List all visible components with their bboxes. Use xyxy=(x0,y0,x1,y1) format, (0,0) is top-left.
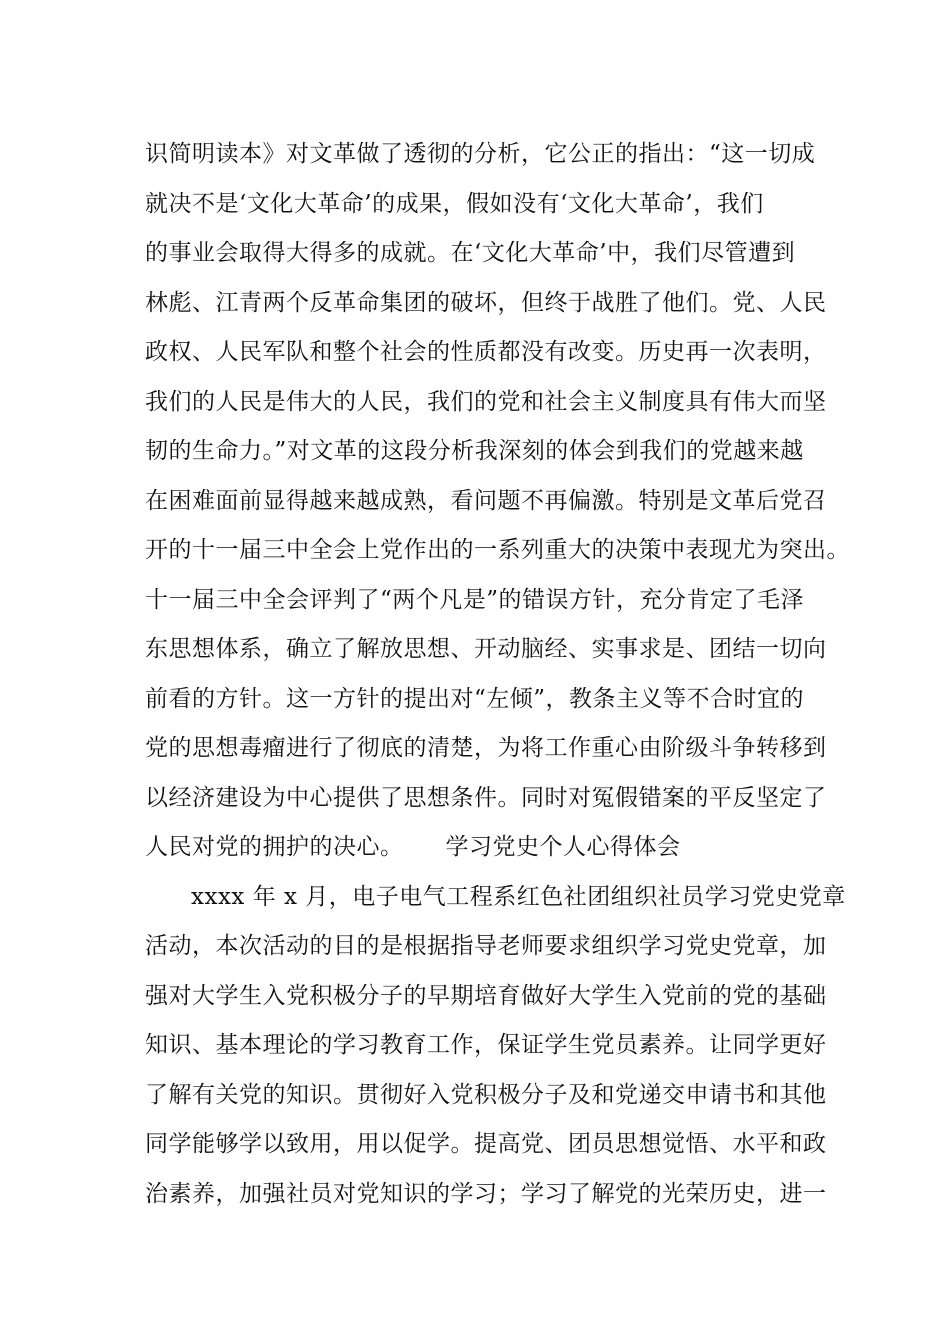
text-line: 前看的方针。这一方针的提出对“左倾”，教条主义等不合时宜的 xyxy=(145,685,805,712)
text-line: 政权、人民军队和整个社会的性质都没有改变。历史再一次表明， xyxy=(145,339,827,365)
text-line: 党的思想毒瘤进行了彻底的清楚，为将工作重心由阶级斗争转移到 xyxy=(145,735,827,761)
text-line: 识简明读本》对文革做了透彻的分析，它公正的指出：“这一切成 xyxy=(145,141,816,167)
document-body xyxy=(145,130,850,1219)
text-line: 东思想体系，确立了解放思想、开动脑经、实事求是、团结一切向 xyxy=(145,636,827,662)
text-line: 治素养，加强社员对党知识的学习；学习了解党的光荣历史，进一 xyxy=(145,1180,827,1207)
text-line: 了解有关党的知识。贯彻好入党积极分子及和党递交申请书和其他 xyxy=(145,1081,827,1108)
text-line: 强对大学生入党积极分子的早期培育做好大学生入党前的党的基础 xyxy=(145,982,827,1009)
text-line: 以经济建设为中心提供了思想条件。同时对冤假错案的平反坚定了 xyxy=(145,784,827,811)
text-line: 就决不是‘文化大革命’的成果，假如没有‘文化大革命’，我们 xyxy=(145,190,764,217)
text-line-end: 人民对党的拥护的决心。 xyxy=(145,834,404,860)
section-heading: 学习党史个人心得体会 xyxy=(445,834,681,860)
text-line: 我们的人民是伟大的人民，我们的党和社会主义制度具有伟大而坚 xyxy=(145,388,827,415)
text-line: 十一届三中全会评判了“两个凡是”的错误方针，充分肯定了毛泽 xyxy=(145,586,805,613)
text-line: 活动，本次活动的目的是根据指导老师要求组织学习党史党章，加 xyxy=(145,933,827,959)
paragraph-first-line: xxxx 年 x 月，电子电气工程系红色社团组织社员学习党史党章 xyxy=(191,883,846,910)
text-line: 知识、基本理论的学习教育工作，保证学生党员素养。让同学更好 xyxy=(145,1032,827,1058)
text-line: 的事业会取得大得多的成就。在‘文化大革命’中，我们尽管遭到 xyxy=(145,240,796,266)
text-line: 在困难面前显得越来越成熟，看问题不再偏激。特别是文革后党召 xyxy=(145,487,827,514)
text-line: 同学能够学以致用，用以促学。提高党、团员思想觉悟、水平和政 xyxy=(145,1131,827,1157)
text-line: 开的十一届三中全会上党作出的一系列重大的决策中表现尤为突出。 xyxy=(145,537,850,563)
text-line: 韧的生命力。”对文革的这段分析我深刻的体会到我们的党越来越 xyxy=(145,438,804,464)
text-line: 林彪、江青两个反革命集团的破坏，但终于战胜了他们。党、人民 xyxy=(145,289,827,316)
text-line-with-heading xyxy=(145,823,825,873)
